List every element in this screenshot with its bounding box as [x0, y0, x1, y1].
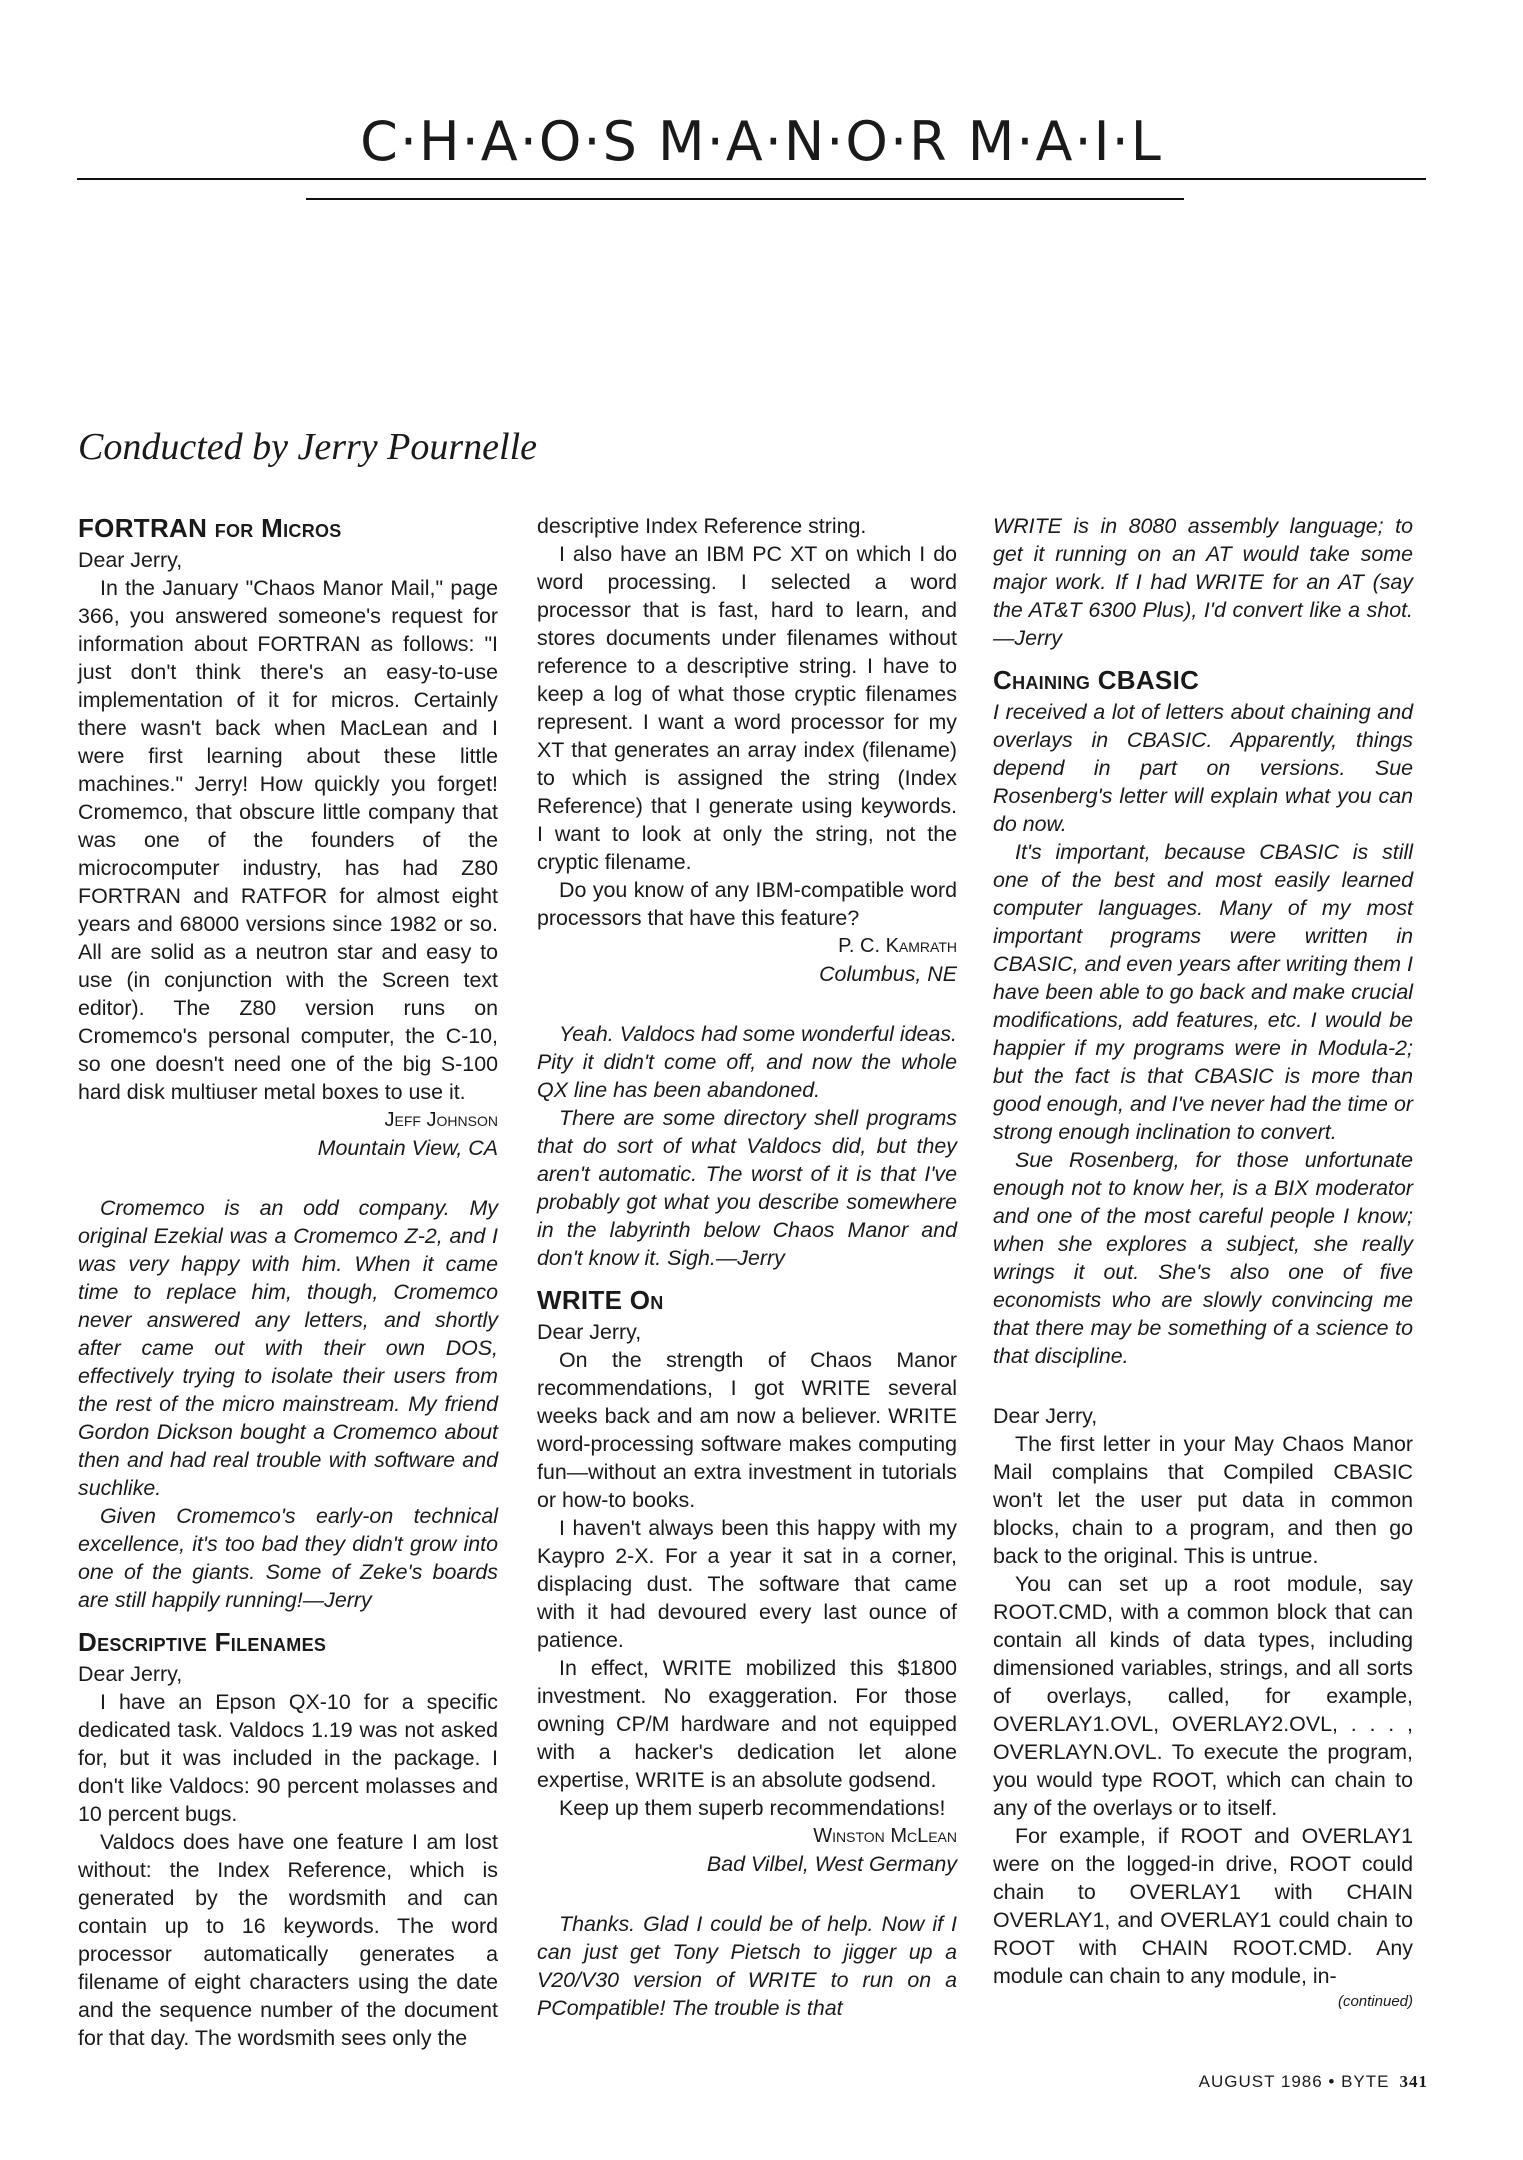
masthead-rule-bottom: [306, 198, 1184, 200]
letter-paragraph: Keep up them superb recommendations!: [559, 1796, 946, 1820]
letter-paragraph: Do you know of any IBM-compatible word processors that have this feature?: [537, 878, 957, 930]
section-heading-descriptive-filenames: Descriptive Filenames: [78, 1627, 327, 1657]
letter-paragraph: The first letter in your May Chaos Manor Mail complains that Compiled CBASIC won't let the user put data in common blocks, chain to a program, and then go back to the original. This is untrue.: [993, 1432, 1413, 1568]
letter-paragraph: On the strength of Chaos Manor recommendations, I got WRITE several weeks back and am now a believer. WRITE word-processing software makes computing fun—without an extra investment in tutorials or how-to books.: [537, 1348, 957, 1512]
editor-intro-paragraph: It's important, because CBASIC is still one of the best and most easily learned computer languages. Many of my most important programs were written in CBASIC, and even years after writing them I have been able to go back and make crucial modifications, add features, etc. I would be happier if my programs were in Modula-2; but the fact is that CBASIC is more than good enough, and I've never had the time or strong enough inclination to convert.: [993, 840, 1413, 1144]
reply-paragraph: There are some directory shell programs that do sort of what Valdocs did, but they aren't automatic. The worst of it is that I've probably got what you describe somewhere in the labyrinth below Chaos Manor and don't know it. Sigh.—Jerry: [537, 1106, 957, 1270]
letter-signature: [537, 932, 957, 988]
letter-paragraph: Valdocs does have one feature I am lost without: the Index Reference, which is generated by the wordsmith and can contain up to 16 keywords. The word processor automatically generates a filename of eight characters using the date and the sequence number of the document for that day. The wordsmith sees only the: [78, 1830, 498, 2050]
editor-intro-paragraph: I received a lot of letters about chaining and overlays in CBASIC. Apparently, things depend in part on versions. Sue Rosenberg's letter will explain what you can do now.: [993, 700, 1413, 836]
reply-paragraph: Yeah. Valdocs had some wonderful ideas. Pity it didn't come off, and now the whole QX line has been abandoned.: [537, 1022, 957, 1102]
letter-paragraph: You can set up a root module, say ROOT.CMD, with a common block that can contain all kinds of data types, including dimensioned variables, strings, and all sorts of overlays, called, for example, OVERLAY1.OVL, OVERLAY2.OVL, . . . , OVERLAYN.OVL. To execute the program, you would type ROOT, which can chain to any of the overlays or to itself.: [993, 1572, 1413, 1820]
salutation: Dear Jerry,: [78, 548, 183, 572]
letter-paragraph: descriptive Index Reference string.: [537, 514, 867, 538]
letter-paragraph: For example, if ROOT and OVERLAY1 were on the logged-in drive, ROOT could chain to OVERLAY1 with CHAIN OVERLAY1, and OVERLAY1 could chain to ROOT with CHAIN ROOT.CMD. Any module can chain to any module, in-: [993, 1824, 1413, 1988]
masthead-title: C·H·A·O·S M·A·N·O·R M·A·I·L: [360, 110, 1163, 173]
byline: Conducted by Jerry Pournelle: [78, 426, 538, 468]
column-1: [78, 512, 498, 2052]
signature-location: Bad Vilbel, West Germany: [706, 1852, 957, 1876]
signature-name: Winston McLean: [813, 1825, 957, 1847]
reply-paragraph: Cromemco is an odd company. My original Ezekial was a Cromemco Z-2, and I was very happy with him. When it came time to replace him, though, Cromemco never answered any letters, and shortly after came out with their own DOS, effectively trying to isolate their users from the rest of the micro mainstream. My friend Gordon Dickson bought a Cromemco about then and had real trouble with software and suchlike.: [78, 1196, 498, 1500]
continued-marker: (continued): [1337, 1993, 1413, 2010]
letter-paragraph: In effect, WRITE mobilized this $1800 investment. No exaggeration. For those owning CP/M hardware and not equipped with a hacker's dedication let alone expertise, WRITE is an absolute godsend.: [537, 1656, 957, 1792]
page-footer: [1199, 2072, 1428, 2092]
salutation: Dear Jerry,: [537, 1320, 642, 1344]
section-heading-fortran: FORTRAN for Micros: [78, 513, 342, 543]
letter-paragraph: In the January "Chaos Manor Mail," page 366, you answered someone's request for information about FORTRAN as follows: "I just don't think there's an easy-to-use implementation of it for micros. Certainly there wasn't back when MacLean and I were first learning about these little machines." Jerry! How quickly you forget! Cromemco, that obscure little company that was one of the founders of the microcomputer industry, has had Z80 FORTRAN and RATFOR for almost eight years and 68000 versions since 1982 or so. All are solid as a neutron star and easy to use (in conjunction with the Screen text editor). The Z80 version runs on Cromemco's personal computer, the C-10, so one doesn't need one of the big S-100 hard disk multiuser metal boxes to use it.: [78, 576, 498, 1104]
letter-paragraph: I have an Epson QX-10 for a specific dedicated task. Valdocs 1.19 was not asked for, but it was included in the package. I don't like Valdocs: 90 percent molasses and 10 percent bugs.: [78, 1690, 498, 1826]
reply-paragraph: WRITE is in 8080 assembly language; to get it running on an AT would take some major work. If I had WRITE for an AT (say the AT&T 6300 Plus), I'd convert like a shot.—Jerry: [993, 514, 1413, 650]
signature-location: Columbus, NE: [819, 962, 957, 986]
letter-signature: [78, 1106, 498, 1162]
signature-name: Jeff Johnson: [384, 1109, 498, 1131]
reply-paragraph: Thanks. Glad I could be of help. Now if I can just get Tony Pietsch to jigger up a V20/V30 version of WRITE to run on a PCompatible! The trouble is that: [537, 1912, 957, 2020]
column-2: [537, 512, 957, 2022]
salutation: Dear Jerry,: [993, 1404, 1098, 1428]
letter-paragraph: I haven't always been this happy with my Kaypro 2-X. For a year it sat in a corner, displacing dust. The software that came with it had devoured every last ounce of patience.: [537, 1516, 957, 1652]
reply-paragraph: Given Cromemco's early-on technical excellence, it's too bad they didn't grow into one of the giants. Some of Zeke's boards are still happily running!—Jerry: [78, 1504, 498, 1612]
signature-location: Mountain View, CA: [317, 1136, 498, 1160]
masthead-rule-top: [77, 178, 1426, 180]
editor-intro-paragraph: Sue Rosenberg, for those unfortunate enough not to know her, is a BIX moderator and one of the most careful people I know; when she explores a subject, she really wrings it out. She's also one of five economists who are slowly convincing me that there may be something of a science to that discipline.: [993, 1148, 1413, 1368]
section-heading-chaining-cbasic: Chaining CBASIC: [993, 665, 1200, 695]
letter-signature: [537, 1822, 957, 1878]
letter-paragraph: I also have an IBM PC XT on which I do word processing. I selected a word processor that is fast, hard to learn, and stores documents under filenames without reference to a descriptive string. I have to keep a log of what those cryptic filenames represent. I want a word processor for my XT that generates an array index (filename) to which is assigned the string (Index Reference) that I generate using keywords. I want to look at only the string, not the cryptic filename.: [537, 542, 957, 874]
footer-issue: AUGUST 1986 • BYTE: [1198, 2072, 1390, 2091]
signature-name: P. C. Kamrath: [838, 935, 957, 957]
salutation: Dear Jerry,: [78, 1662, 183, 1686]
column-3: [993, 512, 1413, 2014]
page-number: 341: [1399, 2072, 1428, 2091]
section-heading-write-on: WRITE On: [537, 1285, 664, 1315]
